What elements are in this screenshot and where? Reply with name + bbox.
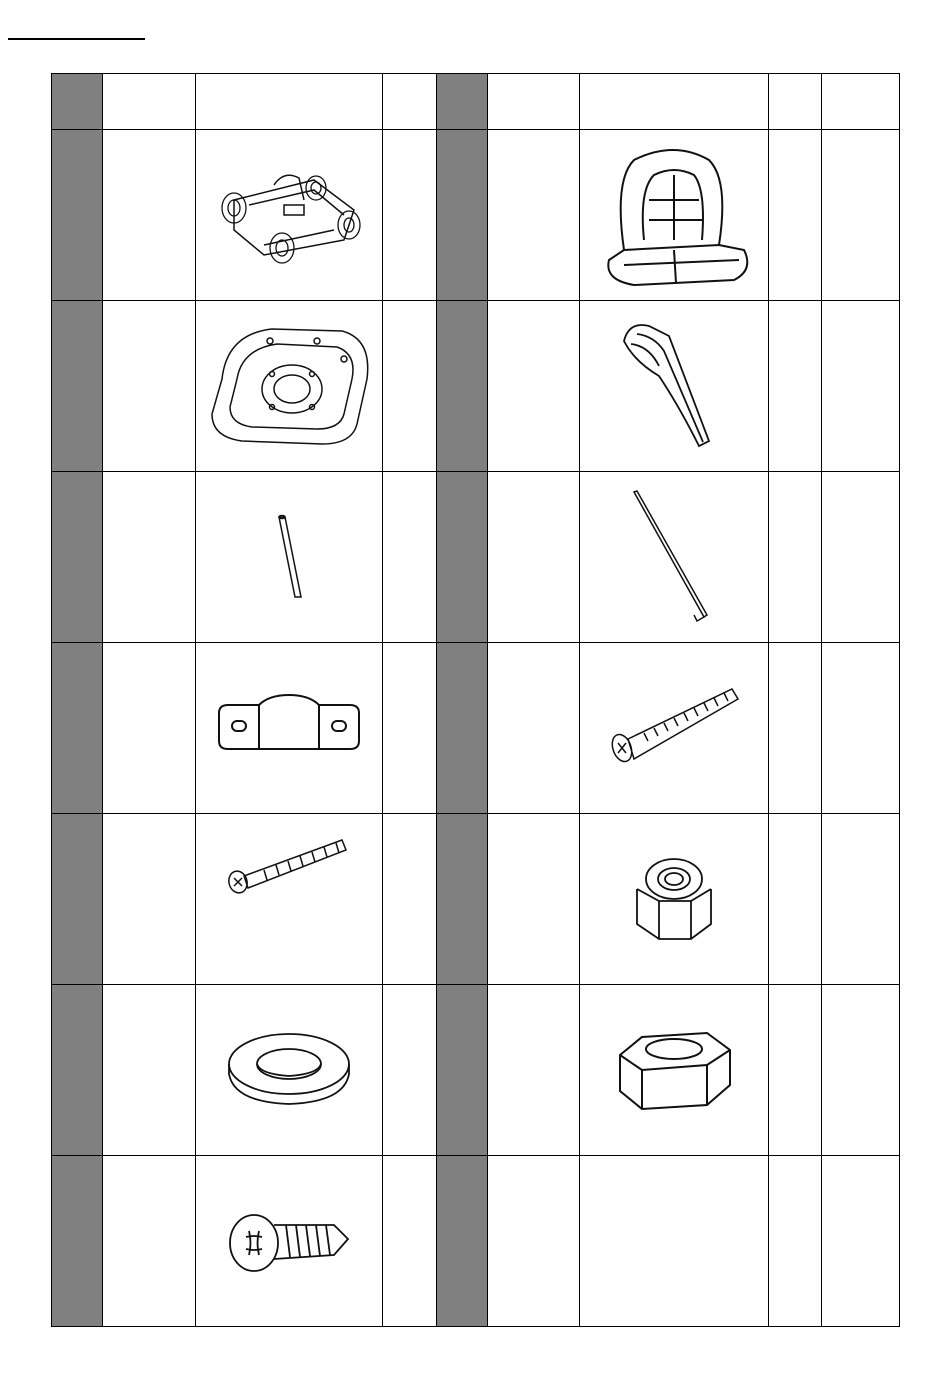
- part-name-cell: [488, 643, 580, 814]
- part-number-cell: [52, 472, 103, 643]
- part-qty-cell: [769, 985, 822, 1156]
- header-left-name: [103, 74, 196, 130]
- steering-wheel-base-icon: [202, 319, 377, 454]
- header-right-image: [580, 74, 769, 130]
- table-row: [52, 130, 900, 301]
- part-image-cell: [196, 643, 383, 814]
- part-number-cell: [437, 814, 488, 985]
- fender-icon: [609, 316, 739, 456]
- part-image-cell: [580, 1156, 769, 1327]
- part-number-cell: [437, 985, 488, 1156]
- part-qty-cell: [383, 814, 437, 985]
- part-image-cell: [196, 301, 383, 472]
- seat-icon: [594, 140, 754, 290]
- part-qty-cell: [769, 301, 822, 472]
- part-extra-cell: [822, 301, 900, 472]
- part-name-cell: [488, 301, 580, 472]
- part-name-cell: [103, 814, 196, 985]
- part-number-cell: [52, 643, 103, 814]
- part-image-cell: [580, 472, 769, 643]
- part-qty-cell: [769, 472, 822, 643]
- part-extra-cell: [822, 814, 900, 985]
- part-number-cell: [52, 814, 103, 985]
- part-name-cell: [103, 1156, 196, 1327]
- short-rod-icon: [239, 507, 339, 607]
- part-number-cell: [437, 1156, 488, 1327]
- part-name-cell: [103, 130, 196, 301]
- part-qty-cell: [383, 643, 437, 814]
- parts-list-table: [51, 73, 900, 1327]
- part-qty-cell: [383, 1156, 437, 1327]
- header-right-name: [488, 74, 580, 130]
- pipe-clamp-icon: [214, 693, 364, 763]
- table-row: [52, 643, 900, 814]
- part-qty-cell: [769, 643, 822, 814]
- part-image-cell: [196, 472, 383, 643]
- part-number-cell: [52, 1156, 103, 1327]
- table-row: [52, 985, 900, 1156]
- part-qty-cell: [383, 985, 437, 1156]
- table-row: [52, 814, 900, 985]
- torx-bolt-icon: [604, 683, 744, 773]
- part-image-cell: [580, 814, 769, 985]
- part-number-cell: [437, 643, 488, 814]
- flat-washer-icon: [224, 1030, 354, 1110]
- header-right-qty: [769, 74, 822, 130]
- part-number-cell: [52, 985, 103, 1156]
- part-number-cell: [437, 301, 488, 472]
- part-number-cell: [52, 301, 103, 472]
- part-qty-cell: [383, 472, 437, 643]
- header-left-no: [52, 74, 103, 130]
- long-bolt-icon: [224, 834, 354, 964]
- part-image-cell: [580, 643, 769, 814]
- long-rod-hook-icon: [619, 487, 729, 627]
- part-number-cell: [437, 472, 488, 643]
- header-left-qty: [383, 74, 437, 130]
- part-qty-cell: [383, 301, 437, 472]
- header-right-extra: [822, 74, 900, 130]
- part-name-cell: [103, 643, 196, 814]
- part-name-cell: [103, 472, 196, 643]
- table-header-row: [52, 74, 900, 130]
- part-name-cell: [488, 814, 580, 985]
- header-left-image: [196, 74, 383, 130]
- part-name-cell: [488, 985, 580, 1156]
- part-name-cell: [488, 1156, 580, 1327]
- part-qty-cell: [769, 1156, 822, 1327]
- part-extra-cell: [822, 643, 900, 814]
- part-extra-cell: [822, 472, 900, 643]
- part-name-cell: [488, 472, 580, 643]
- phillips-screw-icon: [224, 1201, 354, 1281]
- part-qty-cell: [769, 814, 822, 985]
- part-image-cell: [196, 985, 383, 1156]
- hex-nut-icon: [612, 1025, 737, 1115]
- part-image-cell: [580, 130, 769, 301]
- part-name-cell: [103, 985, 196, 1156]
- chassis-with-wheels-icon: [204, 160, 374, 270]
- part-image-cell: [196, 130, 383, 301]
- part-extra-cell: [822, 130, 900, 301]
- part-qty-cell: [383, 130, 437, 301]
- part-name-cell: [103, 301, 196, 472]
- table-row: [52, 301, 900, 472]
- part-image-cell: [580, 301, 769, 472]
- title-underline: [8, 38, 145, 40]
- part-number-cell: [52, 130, 103, 301]
- part-extra-cell: [822, 985, 900, 1156]
- table-row: [52, 472, 900, 643]
- header-right-no: [437, 74, 488, 130]
- part-image-cell: [196, 1156, 383, 1327]
- part-image-cell: [196, 814, 383, 985]
- table-row: [52, 1156, 900, 1327]
- lock-nut-icon: [629, 849, 719, 949]
- part-number-cell: [437, 130, 488, 301]
- part-name-cell: [488, 130, 580, 301]
- part-image-cell: [580, 985, 769, 1156]
- part-qty-cell: [769, 130, 822, 301]
- part-extra-cell: [822, 1156, 900, 1327]
